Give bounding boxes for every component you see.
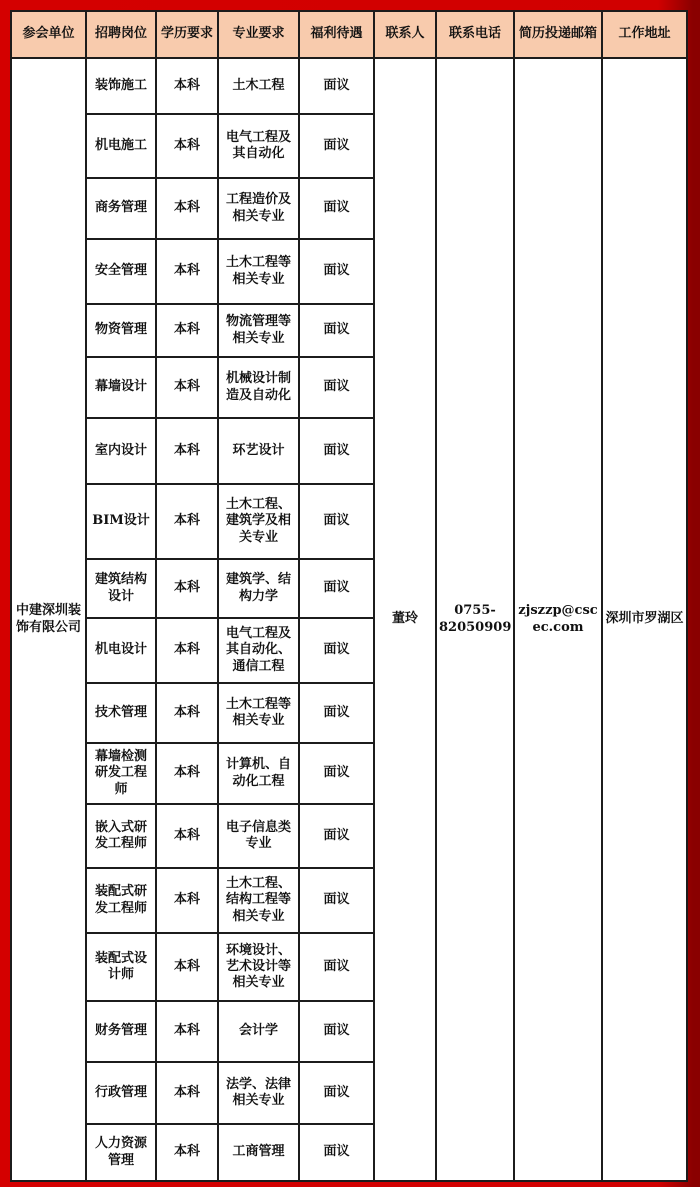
cell-education: 本科	[156, 418, 218, 484]
cell-major: 环艺设计	[218, 418, 299, 484]
cell-major: 土木工程	[218, 58, 299, 114]
cell-position: 幕墙检测研发工程师	[86, 743, 156, 804]
header-salary: 福利待遇	[299, 11, 374, 58]
cell-salary: 面议	[299, 1062, 374, 1124]
cell-major: 会计学	[218, 1001, 299, 1062]
cell-salary: 面议	[299, 58, 374, 114]
cell-salary: 面议	[299, 868, 374, 933]
header-phone: 联系电话	[436, 11, 514, 58]
cell-education: 本科	[156, 618, 218, 683]
cell-education: 本科	[156, 933, 218, 1001]
cell-education: 本科	[156, 114, 218, 178]
cell-salary: 面议	[299, 804, 374, 868]
cell-major: 土木工程等相关专业	[218, 239, 299, 304]
cell-salary: 面议	[299, 357, 374, 418]
cell-position: 装饰施工	[86, 58, 156, 114]
cell-salary: 面议	[299, 618, 374, 683]
cell-salary: 面议	[299, 743, 374, 804]
cell-position: 财务管理	[86, 1001, 156, 1062]
cell-salary: 面议	[299, 178, 374, 239]
cell-position: 人力资源管理	[86, 1124, 156, 1181]
cell-major: 土木工程、结构工程等相关专业	[218, 868, 299, 933]
cell-education: 本科	[156, 304, 218, 357]
cell-education: 本科	[156, 58, 218, 114]
cell-education: 本科	[156, 868, 218, 933]
cell-major: 电子信息类专业	[218, 804, 299, 868]
cell-major: 机械设计制造及自动化	[218, 357, 299, 418]
header-position: 招聘岗位	[86, 11, 156, 58]
cell-major: 法学、法律相关专业	[218, 1062, 299, 1124]
cell-education: 本科	[156, 357, 218, 418]
header-address: 工作地址	[602, 11, 687, 58]
header-row	[11, 11, 687, 58]
cell-major: 电气工程及其自动化、通信工程	[218, 618, 299, 683]
cell-position: BIM设计	[86, 484, 156, 559]
contact-person-cell: 董玲	[374, 58, 436, 1181]
cell-salary: 面议	[299, 484, 374, 559]
cell-position: 机电施工	[86, 114, 156, 178]
cell-salary: 面议	[299, 304, 374, 357]
table-row	[11, 58, 687, 114]
cell-position: 商务管理	[86, 178, 156, 239]
cell-major: 土木工程、建筑学及相关专业	[218, 484, 299, 559]
header-education: 学历要求	[156, 11, 218, 58]
header-email: 简历投递邮箱	[514, 11, 602, 58]
cell-salary: 面议	[299, 933, 374, 1001]
cell-education: 本科	[156, 178, 218, 239]
cell-position: 装配式设计师	[86, 933, 156, 1001]
cell-education: 本科	[156, 1124, 218, 1181]
cell-position: 嵌入式研发工程师	[86, 804, 156, 868]
cell-salary: 面议	[299, 239, 374, 304]
cell-major: 土木工程等相关专业	[218, 683, 299, 743]
cell-position: 安全管理	[86, 239, 156, 304]
cell-major: 工商管理	[218, 1124, 299, 1181]
cell-major: 工程造价及相关专业	[218, 178, 299, 239]
cell-position: 建筑结构设计	[86, 559, 156, 618]
cell-education: 本科	[156, 239, 218, 304]
cell-position: 行政管理	[86, 1062, 156, 1124]
header-company: 参会单位	[11, 11, 86, 58]
cell-major: 建筑学、结构力学	[218, 559, 299, 618]
cell-education: 本科	[156, 484, 218, 559]
header-major: 专业要求	[218, 11, 299, 58]
recruitment-table	[10, 10, 688, 1182]
cell-salary: 面议	[299, 683, 374, 743]
cell-salary: 面议	[299, 114, 374, 178]
cell-position: 机电设计	[86, 618, 156, 683]
resume-email-cell: zjszzp@cscec.com	[514, 58, 602, 1181]
cell-salary: 面议	[299, 559, 374, 618]
header-contact: 联系人	[374, 11, 436, 58]
cell-major: 计算机、自动化工程	[218, 743, 299, 804]
cell-education: 本科	[156, 683, 218, 743]
contact-phone-cell: 0755-82050909	[436, 58, 514, 1181]
work-address-cell: 深圳市罗湖区	[602, 58, 687, 1181]
cell-major: 环境设计、艺术设计等相关专业	[218, 933, 299, 1001]
cell-education: 本科	[156, 804, 218, 868]
cell-salary: 面议	[299, 1001, 374, 1062]
cell-position: 装配式研发工程师	[86, 868, 156, 933]
cell-education: 本科	[156, 1001, 218, 1062]
cell-salary: 面议	[299, 418, 374, 484]
cell-education: 本科	[156, 743, 218, 804]
cell-position: 室内设计	[86, 418, 156, 484]
cell-major: 电气工程及其自动化	[218, 114, 299, 178]
cell-education: 本科	[156, 559, 218, 618]
cell-education: 本科	[156, 1062, 218, 1124]
cell-position: 技术管理	[86, 683, 156, 743]
company-cell: 中建深圳装饰有限公司	[11, 58, 86, 1181]
cell-position: 幕墙设计	[86, 357, 156, 418]
cell-salary: 面议	[299, 1124, 374, 1181]
cell-position: 物资管理	[86, 304, 156, 357]
cell-major: 物流管理等相关专业	[218, 304, 299, 357]
